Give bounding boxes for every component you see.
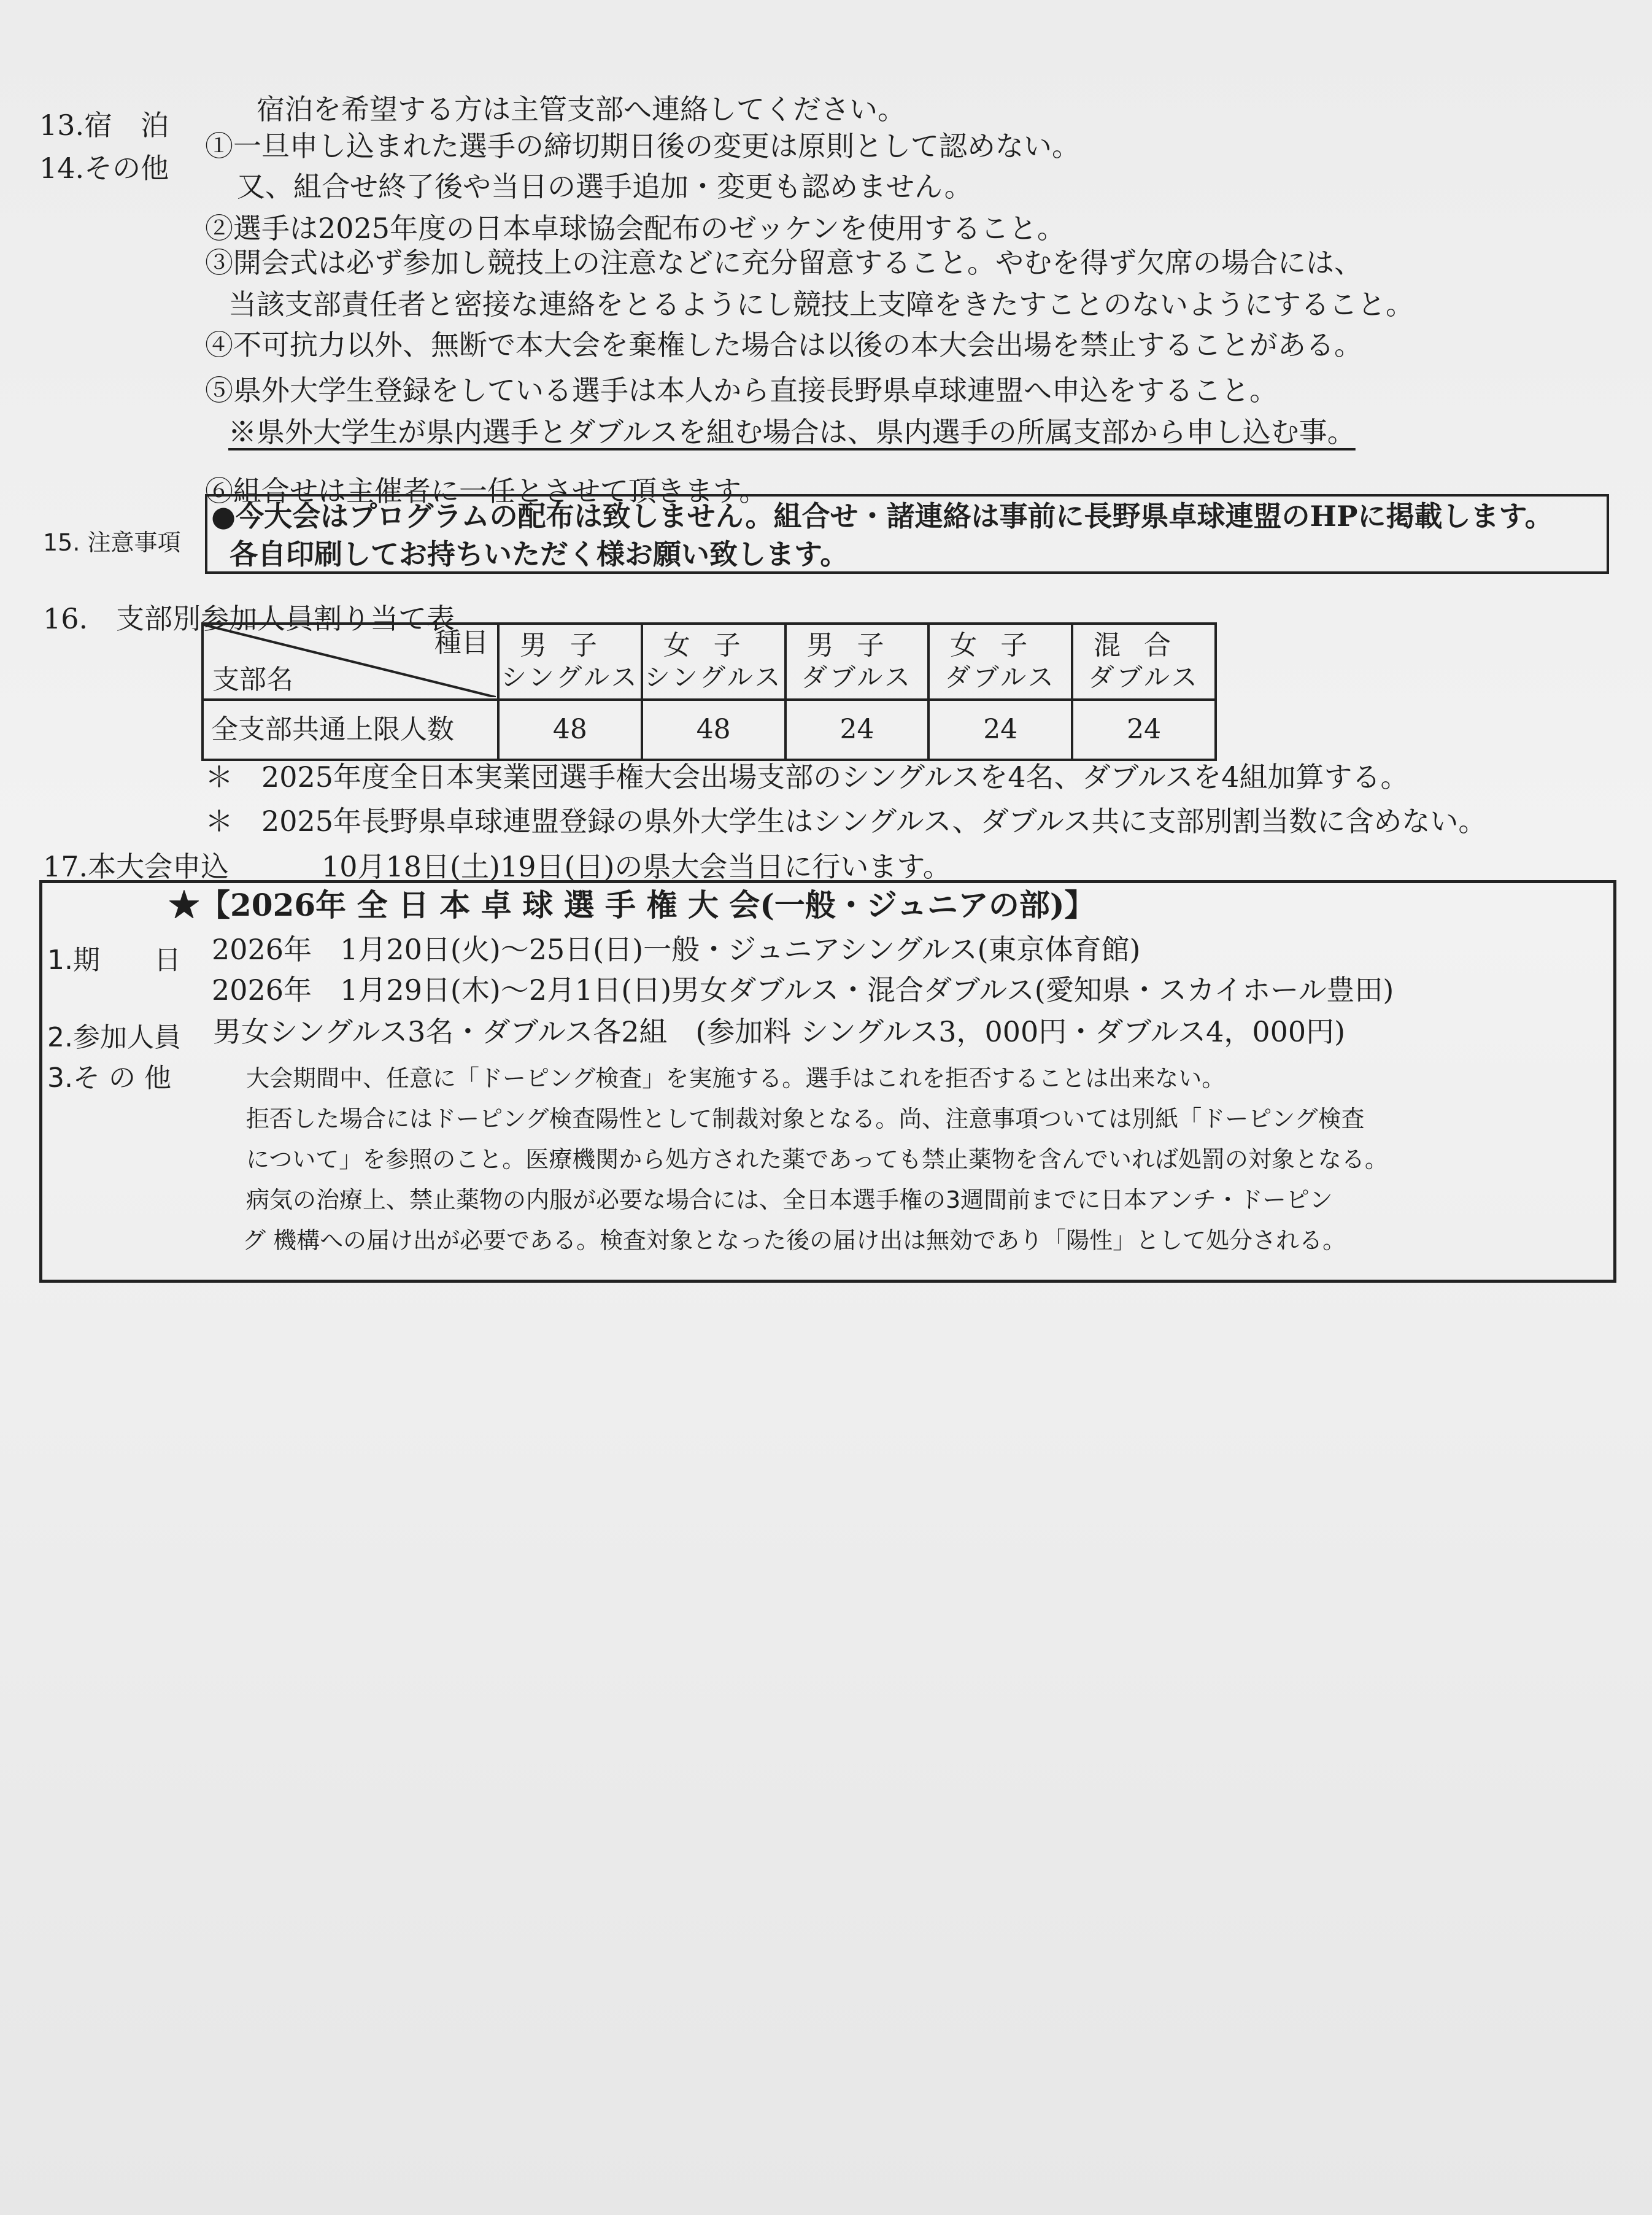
period-line-2: 2026年 1月29日(木)～2月1日(日)男女ダブルス・混合ダブルス(愛知県・スカイホール豊田): [212, 973, 1394, 1007]
table-cell: 24: [1072, 700, 1216, 760]
nationals-title: ★【2026年 全 日 本 卓 球 選 手 権 大 会(一般・ジュニアの部)】: [169, 887, 1095, 923]
item17-label: 17.本大会申込: [43, 850, 230, 883]
period-line-1: 2026年 1月20日(火)～25日(日)一般・ジュニアシングルス(東京体育館): [212, 933, 1141, 966]
notice-line-1: ●今大会はプログラムの配布は致しません。組合せ・諸連絡は事前に長野県卓球連盟のHPに掲載します。: [211, 500, 1553, 533]
nationals-box: [39, 880, 1616, 1283]
item13-text: 宿泊を希望する方は主管支部へ連絡してください。: [257, 93, 906, 126]
item14-line-7: ⑤県外大学生登録をしている選手は本人から直接長野県卓球連盟へ申込をすること。: [205, 374, 1278, 407]
item16-note-1: ＊ 2025年度全日本実業団選手権大会出場支部のシングルスを4名、ダブルスを4組加算する。: [205, 760, 1409, 794]
corner-bottom-label: 支部名: [212, 664, 293, 695]
column-header: 女子 ダブルス: [928, 624, 1072, 700]
item16-label: 16. 支部別参加人員割り当て表: [43, 602, 455, 635]
other-line-5: グ 機構への届け出が必要である。検査対象となった後の届け出は無効であり「陽性」として処分される。: [242, 1227, 1346, 1254]
item14-label: 14.その他: [39, 152, 169, 185]
item14-line-9: ⑥組合せは主催者に一任とさせて頂きます。: [205, 474, 768, 508]
row-label: 全支部共通上限人数: [203, 700, 498, 760]
item14-line-5: 当該支部責任者と密接な連絡をとるようにし競技上支障をきたすことのないようにすること。: [228, 288, 1414, 321]
item15-label: 15. 注意事項: [43, 529, 181, 556]
item13-label: 13.宿 泊: [39, 109, 169, 142]
column-header: 女子 シングルス: [642, 624, 785, 700]
other-line-2: 拒否した場合にはドーピング検査陽性として制裁対象となる。尚、注意事項ついては別紙「ドーピング検査: [246, 1105, 1365, 1132]
participants-text: 男女シングルス3名・ダブルス各2組 (参加料 シングルス3，000円・ダブルス4，000円): [213, 1015, 1346, 1048]
table-row: [203, 700, 1216, 760]
other-label: 3.そ の 他: [47, 1062, 171, 1094]
table-corner-cell: [203, 624, 498, 700]
allocation-table: [201, 622, 1217, 761]
table-header-row: [203, 624, 1216, 700]
item14-line-1: ①一旦申し込まれた選手の締切期日後の変更は原則として認めない。: [205, 129, 1080, 163]
item14-line-8: ※県外大学生が県内選手とダブルスを組む場合は、県内選手の所属支部から申し込む事。: [228, 416, 1356, 449]
table-cell: 48: [642, 700, 785, 760]
participants-label: 2.参加人員: [47, 1022, 181, 1053]
item14-line-3: ②選手は2025年度の日本卓球協会配布のゼッケンを使用すること。: [205, 212, 1065, 245]
item16-note-2: ＊ 2025年長野県卓球連盟登録の県外大学生はシングルス、ダブルス共に支部別割当数に含めない。: [205, 805, 1487, 838]
column-header: 混合 ダブルス: [1072, 624, 1216, 700]
corner-top-label: 種目: [434, 627, 488, 659]
item14-line-4: ③開会式は必ず参加し競技上の注意などに充分留意すること。やむを得ず欠席の場合には、: [205, 246, 1362, 279]
item14-line-6: ④不可抗力以外、無断で本大会を棄権した場合は以後の本大会出場を禁止することがある。: [205, 328, 1362, 361]
table-cell: 24: [785, 700, 929, 760]
table-cell: 48: [498, 700, 642, 760]
column-header: 男子 シングルス: [498, 624, 642, 700]
table-cell: 24: [928, 700, 1072, 760]
column-header: 男子 ダブルス: [785, 624, 929, 700]
period-label: 1.期 日: [47, 945, 181, 976]
other-line-3: について」を参照のこと。医療機関から処方された薬であっても禁止薬物を含んでいれば処罰の対象となる。: [246, 1146, 1388, 1173]
notice-line-2: 各自印刷してお持ちいただく様お願い致します。: [230, 538, 849, 571]
other-line-4: 病気の治療上、禁止薬物の内服が必要な場合には、全日本選手権の3週間前までに日本アンチ・ドーピン: [246, 1186, 1333, 1213]
notice-box: [205, 494, 1609, 574]
item14-line-2: 又、組合せ終了後や当日の選手追加・変更も認めません。: [237, 170, 973, 203]
other-line-1: 大会期間中、任意に「ドーピング検査」を実施する。選手はこれを拒否することは出来ない。: [246, 1065, 1225, 1092]
item17-text: 10月18日(土)19日(日)の県大会当日に行います。: [322, 850, 951, 883]
